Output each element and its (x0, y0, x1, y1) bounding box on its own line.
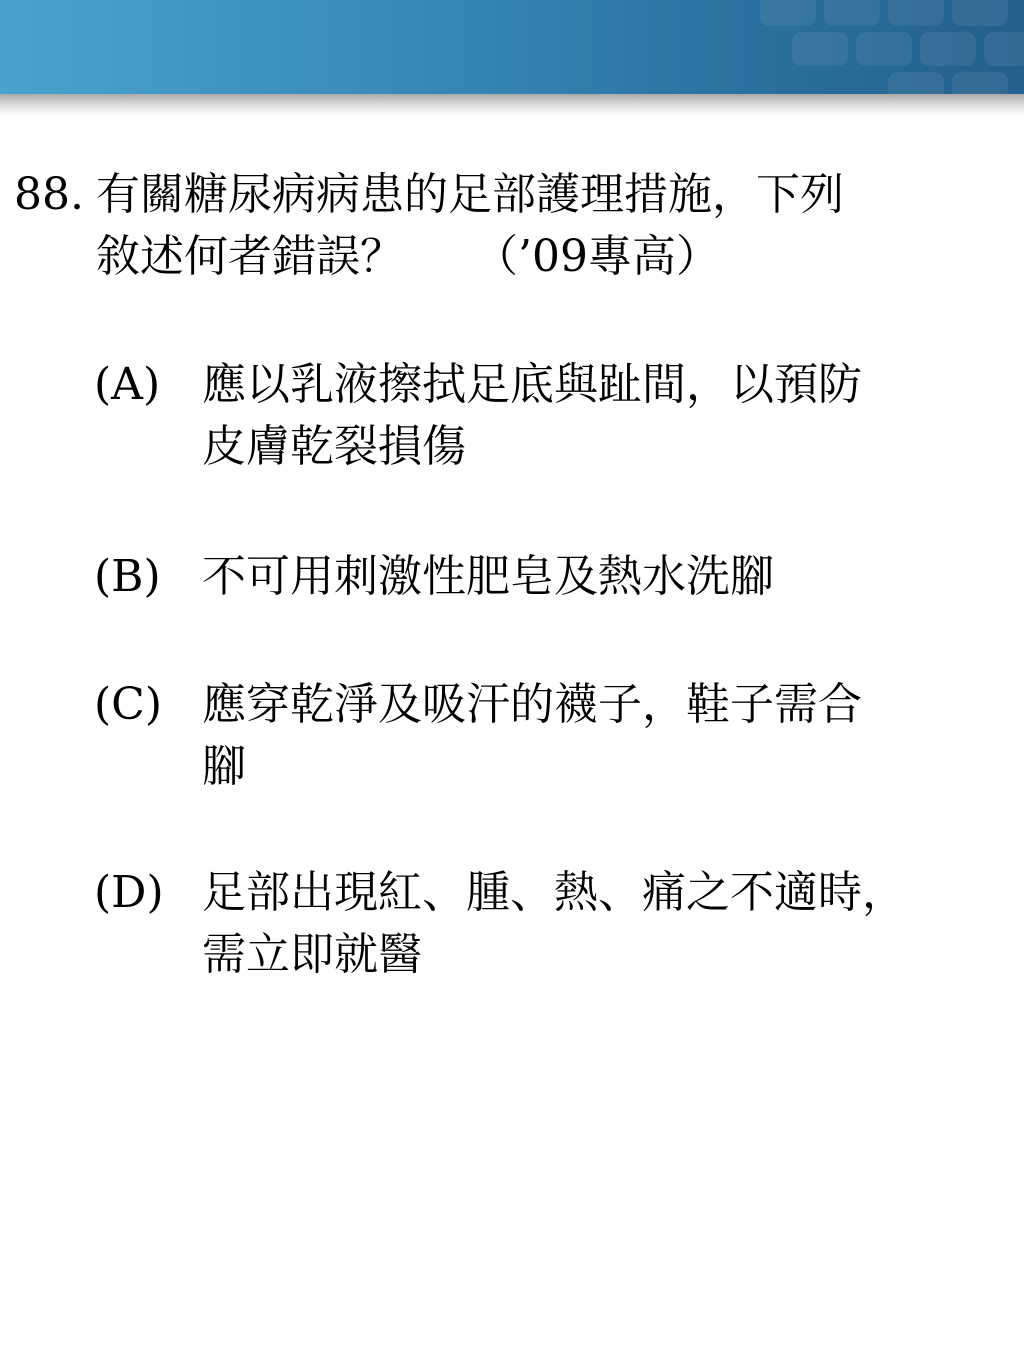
slide-header-bar (0, 0, 1024, 94)
option-a[interactable] (94, 354, 862, 478)
question-source: （’09專高） (474, 231, 720, 282)
header-decoration (856, 32, 912, 66)
question-stem (14, 164, 844, 288)
option-letter: (D) (94, 867, 164, 918)
option-text-continued: 皮膚乾裂損傷 (202, 421, 466, 472)
option-line (94, 354, 862, 416)
option-text: 不可用刺激性肥皂及熱水洗腳 (202, 551, 774, 602)
option-text: 足部出現紅、腫、熱、痛之不適時， (202, 867, 906, 918)
header-decoration (792, 32, 848, 66)
option-line (94, 674, 862, 736)
header-decoration (984, 32, 1024, 66)
header-decoration (888, 0, 944, 26)
question-text-line-1: 有關糖尿病病患的足部護理措施，下列 (96, 169, 844, 220)
header-decoration (952, 72, 1008, 94)
option-text: 應穿乾淨及吸汗的襪子，鞋子需合 (202, 679, 862, 730)
header-decoration (760, 0, 816, 26)
option-c[interactable] (94, 674, 862, 798)
header-decoration (920, 32, 976, 66)
header-shadow (0, 94, 1024, 116)
header-decoration (888, 72, 944, 94)
option-text-continued: 需立即就醫 (202, 929, 422, 980)
question-text-line-2: 敘述何者錯誤？ (96, 231, 404, 282)
option-d[interactable] (94, 862, 906, 986)
option-text-continued: 腳 (202, 741, 246, 792)
header-decoration (952, 0, 1008, 26)
option-line (94, 546, 774, 608)
option-text: 應以乳液擦拭足底與趾間，以預防 (202, 359, 862, 410)
question-number: 88. (14, 169, 84, 220)
question-line-2 (14, 226, 844, 288)
option-letter: (B) (94, 551, 161, 602)
question-line-1 (14, 164, 844, 226)
header-decoration (824, 0, 880, 26)
option-letter: (C) (94, 679, 162, 730)
option-line (94, 862, 906, 924)
option-letter: (A) (94, 359, 161, 410)
option-b[interactable] (94, 546, 774, 608)
